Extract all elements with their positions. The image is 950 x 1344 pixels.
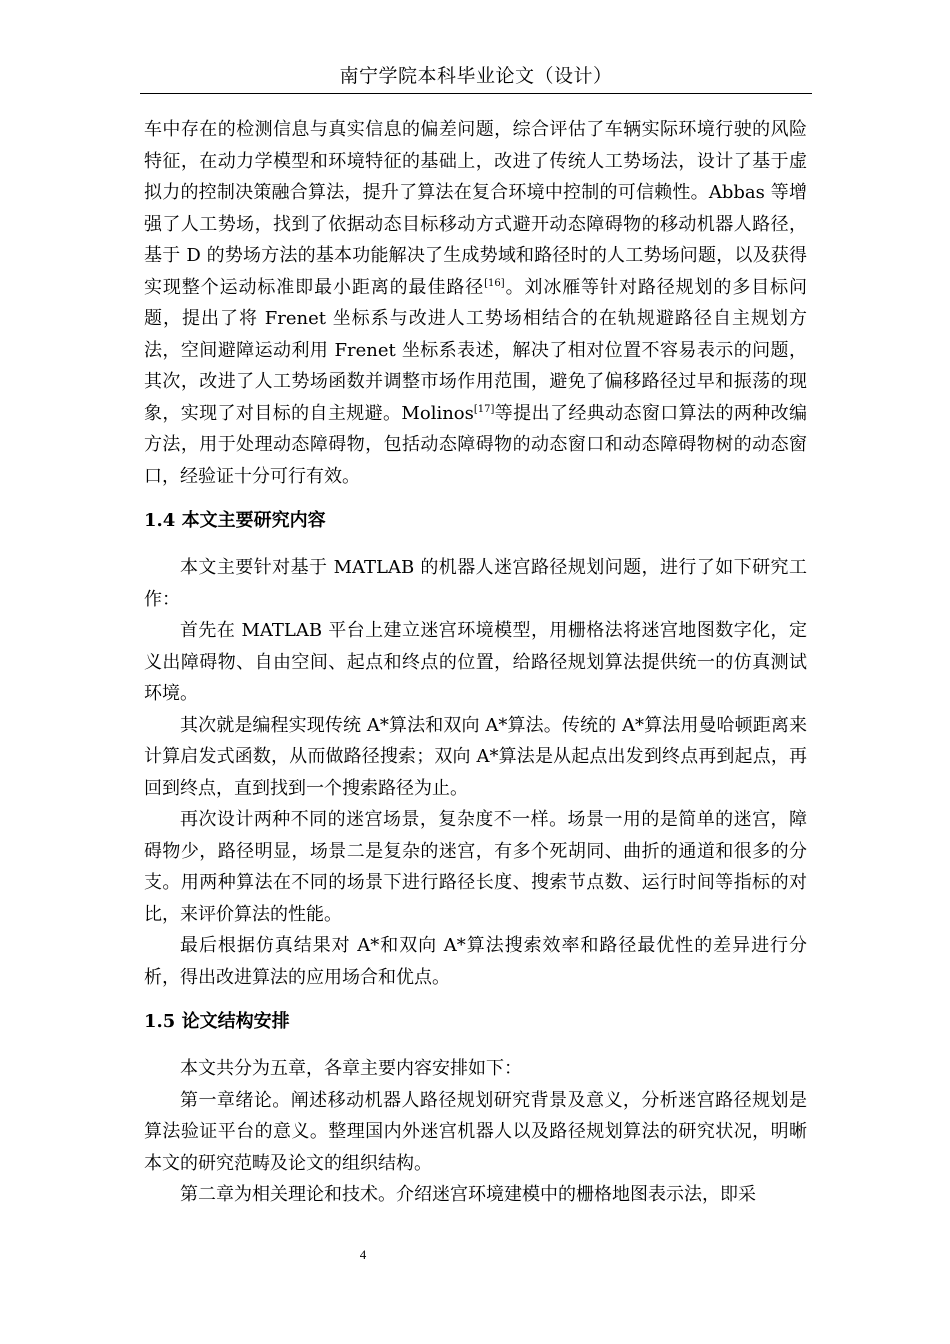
paragraph-text: 等提出了经典动态窗口算法的两种改编方法，用于处理动态障碍物，包括动态障碍物的动态窗口和动态障碍物树的动态窗口，经验证十分可行有效。	[144, 402, 807, 487]
paragraph: 其次就是编程实现传统 A*算法和双向 A*算法。传统的 A*算法用曼哈顿距离来计算启发式函数，从而做路径搜索；双向 A*算法是从起点出发到终点再到起点，再回到终点，直到找到一个搜索路径为止。	[144, 714, 807, 799]
page-number: 4	[359, 1247, 367, 1262]
citation-ref-16: [16]	[484, 277, 505, 289]
paragraph: 再次设计两种不同的迷宫场景，复杂度不一样。场景一用的是简单的迷宫，障碍物少，路径明显，场景二是复杂的迷宫，有多个死胡同、曲折的通道和很多的分支。用两种算法在不同的场景下进行路径长度、搜索节点数、运行时间等指标的对比，来评价算法的性能。	[144, 809, 807, 925]
paragraph: 第一章绪论。阐述移动机器人路径规划研究背景及意义，分析迷宫路径规划是算法验证平台的意义。整理国内外迷宫机器人以及路径规划算法的研究状况，明晰本文的研究范畴及论文的组织结构。	[144, 1089, 807, 1174]
continued-paragraph	[144, 114, 807, 492]
paragraph: 首先在 MATLAB 平台上建立迷宫环境模型，用栅格法将迷宫地图数字化，定义出障碍物、自由空间、起点和终点的位置，给路径规划算法提供统一的仿真测试环境。	[144, 620, 807, 704]
page-body	[144, 114, 807, 1211]
paragraph: 本文共分为五章，各章主要内容安排如下：	[180, 1058, 522, 1079]
section-heading-1-5: 1.5 论文结构安排	[144, 1011, 290, 1032]
paragraph-text: 。刘冰雁等针对路径规划的多目标问题，提出了将 Frenet 坐标系与改进人工势场相结合的在轨规避路径自主规划方法，空间避障运动利用 Frenet 坐标系表述，解决了相对位置不容易表示的问题，其次，改进了人工势场函数并调整市场作用范围，避免了偏移路径过早和振荡的现象，实现了对目标的自主规避。Molinos	[144, 276, 808, 424]
paragraph-text: 车中存在的检测信息与真实信息的偏差问题，综合评估了车辆实际环境行驶的风险特征，在动力学模型和环境特征的基础上，改进了传统人工势场法，设计了基于虚拟力的控制决策融合算法，提升了算法在复合环境中控制的可信赖性。Abbas 等增强了人工势场，找到了依据动态目标移动方式避开动态障碍物的移动机器人路径，基于 D 的势场方法的基本功能解决了生成势域和路径时的人工势场问题，以及获得实现整个运动标准即最小距离的最佳路径	[144, 119, 807, 298]
paragraph: 本文主要针对基于 MATLAB 的机器人迷宫路径规划问题，进行了如下研究工作：	[144, 557, 807, 610]
citation-ref-17: [17]	[473, 403, 495, 415]
section-heading-1-4: 1.4 本文主要研究内容	[144, 510, 326, 531]
running-header: 南宁学院本科毕业论文（设计）	[339, 65, 613, 87]
header-rule	[140, 93, 812, 94]
paragraph: 最后根据仿真结果对 A*和双向 A*算法搜索效率和路径最优性的差异进行分析，得出改进算法的应用场合和优点。	[144, 935, 807, 988]
paragraph: 第二章为相关理论和技术。介绍迷宫环境建模中的栅格地图表示法，即采	[180, 1184, 756, 1205]
